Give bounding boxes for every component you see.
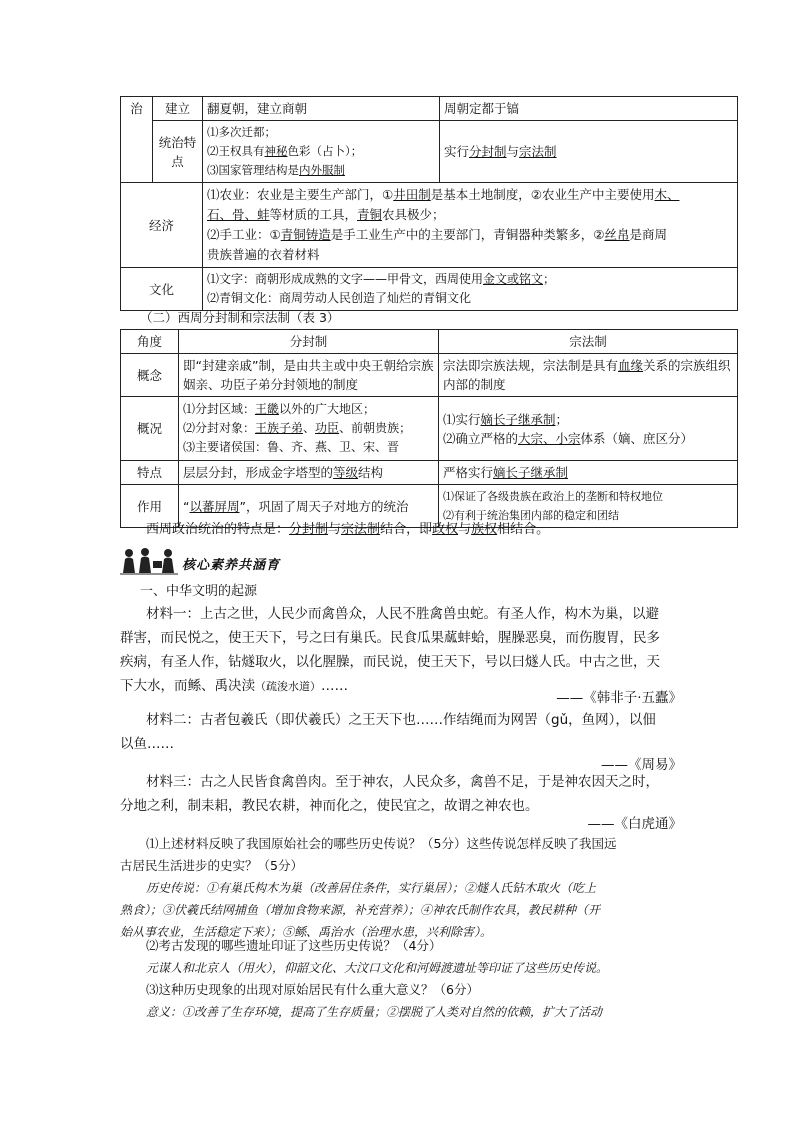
text: ⑴文字：商朝形成成熟的文字——甲骨文，西周使用 bbox=[207, 272, 484, 286]
text: 与 bbox=[458, 522, 472, 537]
underlined-answer: 宗法制 bbox=[341, 522, 381, 537]
table-cell bbox=[440, 121, 738, 183]
text: ⑵手工业：① bbox=[207, 227, 281, 242]
underlined-answer: 功臣 bbox=[315, 421, 340, 435]
text: 是商周 bbox=[629, 227, 667, 242]
text-line: 材料三：古之人民皆食禽兽肉。至于神农，人民众多，禽兽不足，于是神农因天之时， bbox=[146, 774, 659, 790]
text: ⑵王权具有 bbox=[207, 144, 265, 158]
text: 色彩（占卜）； bbox=[287, 144, 363, 158]
answer-1 bbox=[120, 877, 740, 899]
text: “ bbox=[183, 498, 190, 514]
underlined-answer: 分封制 bbox=[469, 144, 507, 159]
underlined-answer: 青铜铸造 bbox=[280, 227, 331, 242]
text-line bbox=[207, 161, 435, 180]
underlined-answer: 内外服制 bbox=[299, 163, 345, 177]
source-zhouyi: ——《周易》 bbox=[601, 757, 682, 773]
underlined-answer: 等级 bbox=[333, 465, 359, 480]
text: 与 bbox=[506, 144, 520, 159]
source-baihutong: ——《白虎通》 bbox=[587, 816, 682, 832]
text: 下大水，而鲧、禹决渎 bbox=[120, 678, 255, 694]
underlined-answer: 大宗、小宗 bbox=[518, 430, 581, 446]
row-header-politics: 治 bbox=[121, 97, 153, 183]
summary-line bbox=[146, 520, 766, 540]
underlined-answer: 分封制 bbox=[289, 522, 329, 537]
table-row bbox=[121, 354, 738, 397]
underlined-answer: 丝帛 bbox=[604, 227, 630, 242]
table-cell bbox=[203, 121, 440, 183]
table-cell bbox=[179, 397, 439, 461]
row-label: 作用 bbox=[121, 485, 179, 528]
underlined-answer: 青铜 bbox=[357, 207, 383, 222]
underlined-answer: 族权 bbox=[471, 522, 498, 537]
text: 西周政治统治的特点是： bbox=[146, 522, 290, 537]
row-header-culture: 文化 bbox=[121, 268, 203, 311]
underlined-answer: 血缘 bbox=[618, 358, 644, 373]
section-banner bbox=[120, 547, 360, 577]
text: 农具极少； bbox=[382, 207, 445, 222]
underlined-answer: 木、 bbox=[654, 187, 680, 202]
text-line bbox=[207, 142, 435, 161]
table-cell bbox=[203, 268, 738, 311]
table-header-row bbox=[121, 330, 738, 354]
note: （疏浚水道） bbox=[255, 680, 321, 693]
section-title-table3: （二）西周分封制和宗法制（表 3） bbox=[140, 310, 340, 325]
underlined-answer: 井田制 bbox=[393, 187, 431, 202]
text-line: ⑴保证了各级贵族在政治上的垄断和特权地位 bbox=[443, 490, 663, 503]
text-line: 分地之利，制耒耜，教民农耕，神而化之，使民宜之，故谓之神农也。 bbox=[120, 798, 539, 814]
table-cell: 即“封建亲戚”制，是由共主或中央王朝给宗族姻亲、功臣子弟分封领地的制度 bbox=[179, 354, 439, 397]
text-line: ⑶主要诸侯国：鲁、齐、燕、卫、宋、晋 bbox=[183, 440, 400, 454]
cell-label: 建立 bbox=[153, 97, 203, 121]
text-line: 贵族普遍的衣着材料 bbox=[207, 247, 320, 262]
text-line bbox=[183, 419, 434, 438]
text-line: ⑵青铜文化：商周劳动人民创造了灿烂的青铜文化 bbox=[207, 291, 472, 305]
underlined-answer: 宗法制 bbox=[519, 144, 557, 159]
text: …… bbox=[321, 678, 348, 694]
text: ⑴分封区域： bbox=[183, 402, 256, 416]
heading-origin-of-civilization: 一、中华文明的起源 bbox=[140, 584, 258, 599]
material-2 bbox=[120, 708, 740, 732]
text-line: 以鱼…… bbox=[120, 736, 174, 752]
table-row bbox=[121, 121, 738, 183]
text-line: 材料一：上古之世，人民少而禽兽众，人民不胜禽兽虫蛇。有圣人作，构木为巢，以避 bbox=[146, 606, 659, 622]
table-shang-zhou-overview bbox=[120, 96, 738, 311]
text-line bbox=[207, 205, 733, 225]
column-header: 宗法制 bbox=[439, 330, 738, 354]
underlined-answer: 金文或铭文 bbox=[483, 272, 544, 286]
answer-3: 意义：①改善了生存环境，提高了生存质量；②摆脱了人类对自然的依赖，扩大了活动 bbox=[146, 1005, 603, 1019]
text: ”，巩固了周天子对地方的统治 bbox=[239, 498, 409, 514]
text-line: 材料二：古者包羲氏（即伏羲氏）之王天下也……作结绳而为网罟（gǔ，鱼网），以佃 bbox=[146, 712, 656, 728]
question-3: ⑶这种历史现象的出现对原始居民有什么重大意义？（6分） bbox=[146, 982, 479, 997]
text-line: ⑴上述材料反映了我国原始社会的哪些历史传说？（5分）这些传说怎样反映了我国远 bbox=[146, 836, 617, 851]
text: 、前朝贵族； bbox=[339, 421, 412, 435]
cell-label: 统治特点 bbox=[153, 121, 203, 183]
text: 实行 bbox=[444, 144, 470, 159]
text-line: 古居民生活进步的史实？（5分） bbox=[120, 858, 303, 873]
text: 结构 bbox=[358, 465, 384, 480]
text-line: 疾病，有圣人作，钻燧取火，以化腥臊，而民说，使王天下，号以曰燧人氏。中古之世，天 bbox=[120, 654, 660, 670]
source-hanfeizi: ——《韩非子·五蠹》 bbox=[556, 690, 682, 706]
text-line: 群害，而民悦之，使王天下，号之曰有巢氏。民食瓜果蓏蚌蛤，腥臊恶臭，而伤腹胃，民多 bbox=[120, 630, 660, 646]
text: ⑴实行 bbox=[443, 411, 481, 427]
row-label: 概况 bbox=[121, 397, 179, 461]
text: 与 bbox=[328, 522, 342, 537]
text-line bbox=[207, 185, 733, 205]
text: ； bbox=[543, 272, 556, 286]
text: 体系（嫡、庶区分） bbox=[580, 430, 694, 446]
table-fenfeng-zongfa bbox=[120, 329, 738, 528]
underlined-answer: 政权 bbox=[432, 522, 459, 537]
text-line bbox=[207, 270, 733, 289]
table-row bbox=[121, 183, 738, 268]
text: 是基本土地制度，②农业生产中主要使用 bbox=[430, 187, 655, 202]
underlined-answer: 石、骨、蚌 bbox=[207, 207, 270, 222]
text-line: 熟食）；③伏羲氏结网捕鱼（增加食物来源，补充营养）；④神农氏制作农具，教民耕种（开 bbox=[120, 903, 601, 917]
text: 层层分封，形成金字塔型的 bbox=[183, 465, 334, 480]
table-row bbox=[121, 268, 738, 311]
text: 等材质的工具， bbox=[269, 207, 358, 222]
underlined-answer: 嫡长子继承制 bbox=[480, 411, 556, 427]
table-row bbox=[121, 97, 738, 121]
underlined-answer: 王族子弟 bbox=[255, 421, 304, 435]
underlined-answer: 神秘 bbox=[264, 144, 288, 158]
row-label: 概念 bbox=[121, 354, 179, 397]
text: ⑵确立严格的 bbox=[443, 430, 519, 446]
material-1 bbox=[120, 602, 740, 626]
column-header: 分封制 bbox=[179, 330, 439, 354]
row-label: 特点 bbox=[121, 461, 179, 485]
text: ； bbox=[555, 411, 569, 427]
text: 宗法即宗族法规，宗法制是具有 bbox=[443, 358, 619, 373]
column-header: 角度 bbox=[121, 330, 179, 354]
question-1-cont bbox=[120, 855, 740, 877]
text: ⑵分封对象： bbox=[183, 421, 256, 435]
underlined-answer: 嫡长子继承制 bbox=[493, 465, 569, 480]
table-cell bbox=[439, 461, 738, 485]
people-reading-icon bbox=[120, 547, 178, 575]
material-3 bbox=[120, 770, 740, 794]
question-2: ⑵考古发现的哪些遗址印证了这些历史传说？（4分） bbox=[146, 938, 442, 953]
underlined-answer: 王畿 bbox=[255, 402, 280, 416]
text-line: ⑴多次迁都； bbox=[207, 125, 276, 139]
table-cell bbox=[439, 354, 738, 397]
text: 是手工业生产中的主要部门，青铜器种类繁多，② bbox=[330, 227, 605, 242]
text-line bbox=[443, 410, 733, 429]
row-header-economy: 经济 bbox=[121, 183, 203, 268]
text: 相结合。 bbox=[497, 522, 550, 537]
table-row bbox=[121, 397, 738, 461]
text: 以外的广大地区； bbox=[279, 402, 376, 416]
text: ⑶国家管理结构是 bbox=[207, 163, 299, 177]
text: 严格实行 bbox=[443, 465, 494, 480]
table-cell bbox=[203, 183, 738, 268]
text-line bbox=[443, 429, 733, 448]
table-cell: 周朝定都于镐 bbox=[440, 97, 738, 121]
text-line bbox=[183, 400, 434, 419]
underlined-answer: 以蕃屏周 bbox=[189, 498, 240, 514]
text-line: 始从事农业，生活稳定下来）；⑤鲧、禹治水（治理水患，兴利除害）。 bbox=[120, 925, 493, 939]
banner-title: 核心素养共涵育 bbox=[182, 558, 281, 573]
text: 结合，即 bbox=[380, 522, 433, 537]
table-row bbox=[121, 461, 738, 485]
text: ⑴农业：农业是主要生产部门，① bbox=[207, 187, 394, 202]
question-1 bbox=[120, 833, 740, 855]
table-cell bbox=[179, 461, 439, 485]
text-line: 历史传说：①有巢氏构木为巢（改善居住条件，实行巢居）；②燧人氏钻木取火（吃上 bbox=[146, 881, 597, 895]
text-line bbox=[207, 225, 733, 245]
table-cell: 翻夏朝，建立商朝 bbox=[203, 97, 440, 121]
table-cell bbox=[439, 397, 738, 461]
text: 关系的宗族组织内部的制度 bbox=[443, 358, 731, 392]
text: 、 bbox=[303, 421, 316, 435]
text-line: ⑵有利于统治集团内部的稳定和团结 bbox=[443, 509, 619, 522]
answer-2: 元谋人和北京人（用火），仰韶文化、大汶口文化和河姆渡遗址等印证了这些历史传说。 bbox=[146, 961, 609, 975]
